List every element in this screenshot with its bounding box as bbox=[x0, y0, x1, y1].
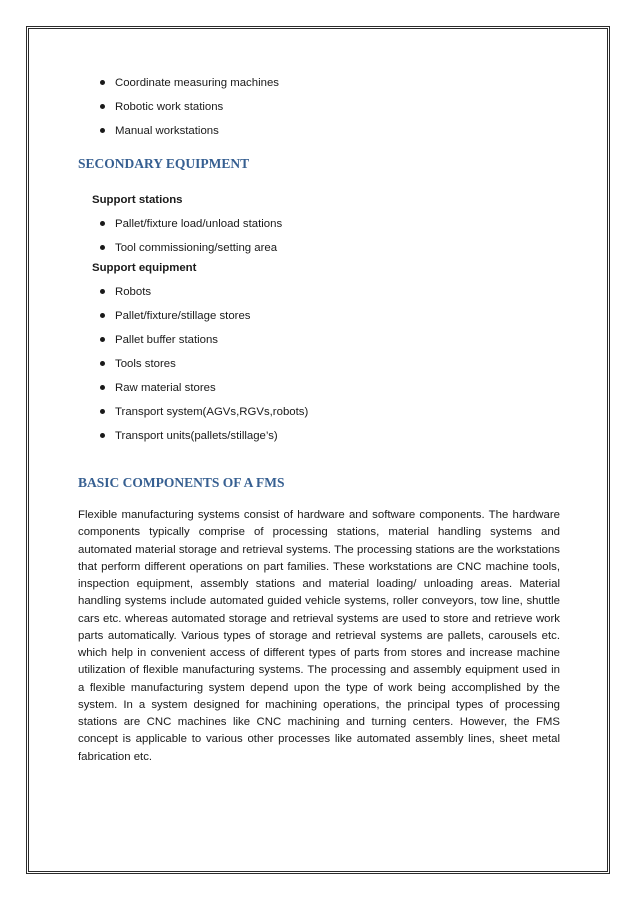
bullet-icon bbox=[100, 385, 105, 390]
body-paragraph: Flexible manufacturing systems consist of hardware and software components. The hardware components typically comprise of processing stations, material handling systems and automated material storage and retrieval systems. The processing stations are the workstations that perform different operations on part families. These workstations are CNC machine tools, inspection equipment, assembly stations and material loading/ unloading areas. Material handling systems include automated guided vehicle systems, roller conveyors, tow line, shuttle cars etc. whereas automated storage and retrieval systems are used to store and retrieve work parts automatically. Various types of storage and retrieval systems are pallets, carousels etc. which help in convenient access of different types of parts from stores and increase machine utilization of flexible manufacturing systems. The processing and assembly equipment used in a flexible manufacturing system depend upon the type of work being accomplished by the system. In a system designed for machining operations, the principal types of processing stations are CNC machines like CNC machining and turning centers. However, the FMS concept is applicable to various other processes like automated assembly lines, sheet metal fabrication etc. bbox=[78, 509, 560, 763]
document-body bbox=[78, 76, 560, 766]
list-item bbox=[78, 309, 560, 323]
list-item-text: Robots bbox=[115, 285, 152, 298]
list-item-text: Manual workstations bbox=[115, 124, 219, 137]
support-equipment-label: Support equipment bbox=[92, 261, 197, 274]
list-item bbox=[78, 333, 560, 347]
bullet-icon bbox=[100, 104, 105, 109]
basic-components-heading: BASIC COMPONENTS OF A FMS bbox=[78, 475, 285, 491]
bullet-icon bbox=[100, 433, 105, 438]
bullet-icon bbox=[100, 221, 105, 226]
list-item-text: Pallet buffer stations bbox=[115, 333, 218, 346]
bullet-icon bbox=[100, 289, 105, 294]
list-item-text: Transport system(AGVs,RGVs,robots) bbox=[115, 406, 309, 419]
support-equipment-list bbox=[78, 285, 560, 444]
support-stations-list bbox=[78, 217, 560, 255]
list-item bbox=[78, 100, 560, 114]
list-item bbox=[78, 429, 560, 443]
list-item-text: Raw material stores bbox=[115, 381, 216, 394]
bullet-icon bbox=[100, 245, 105, 250]
list-item bbox=[78, 76, 560, 90]
list-item bbox=[78, 357, 560, 371]
list-item-text: Pallet/fixture/stillage stores bbox=[115, 309, 251, 322]
list-item bbox=[78, 217, 560, 231]
list-item-text: Pallet/fixture load/unload stations bbox=[115, 217, 283, 230]
list-item-text: Robotic work stations bbox=[115, 100, 224, 113]
list-item bbox=[78, 405, 560, 419]
bullet-icon bbox=[100, 128, 105, 133]
list-item bbox=[78, 381, 560, 395]
list-item-text: Tools stores bbox=[115, 357, 176, 370]
list-item bbox=[78, 241, 560, 255]
list-item bbox=[78, 124, 560, 138]
bullet-icon bbox=[100, 80, 105, 85]
list-item bbox=[78, 285, 560, 299]
list-item-text: Transport units(pallets/stillage’s) bbox=[115, 430, 278, 443]
bullet-icon bbox=[100, 337, 105, 342]
equipment-list bbox=[78, 76, 560, 138]
bullet-icon bbox=[100, 409, 105, 414]
bullet-icon bbox=[100, 361, 105, 366]
bullet-icon bbox=[100, 313, 105, 318]
list-item-text: Coordinate measuring machines bbox=[115, 77, 279, 89]
support-stations-label: Support stations bbox=[92, 193, 183, 206]
secondary-equipment-heading: SECONDARY EQUIPMENT bbox=[78, 155, 250, 171]
list-item-text: Tool commissioning/setting area bbox=[115, 241, 278, 254]
